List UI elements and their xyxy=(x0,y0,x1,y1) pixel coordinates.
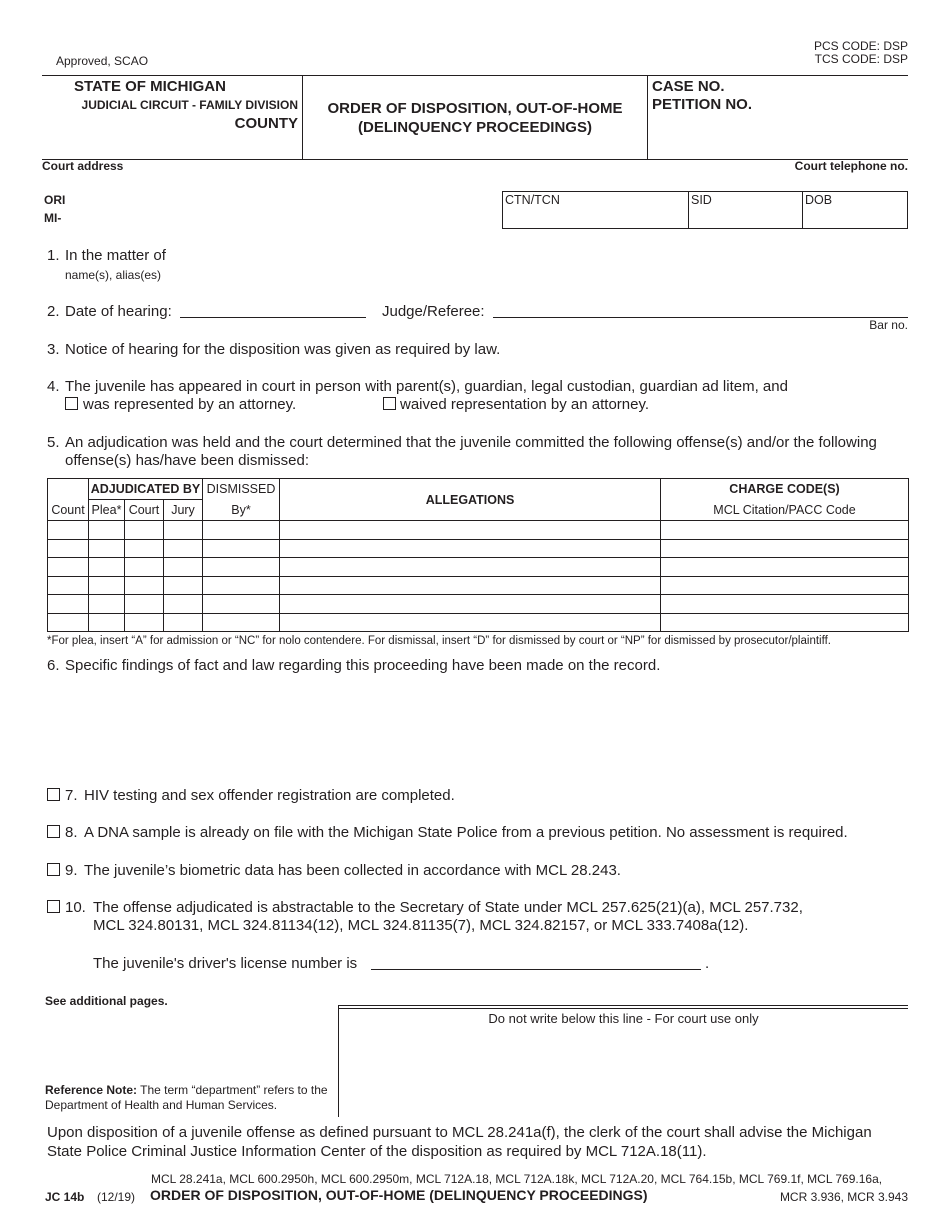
item-10-checkbox[interactable] xyxy=(47,900,60,913)
item-6-text: Specific findings of fact and law regarding this proceeding have been made on the record. xyxy=(65,657,661,674)
form-date: (12/19) xyxy=(97,1190,136,1204)
item-1-number: 1. xyxy=(47,247,60,264)
item-1-sublabel: name(s), alias(es) xyxy=(65,268,162,282)
item-7-number: 7. xyxy=(65,787,78,804)
license-number-field[interactable] xyxy=(371,969,701,970)
count-header: Count xyxy=(48,500,89,521)
title-line-2: (DELINQUENCY PROCEEDINGS) xyxy=(358,119,592,136)
clerk-notice: Upon disposition of a juvenile offense as defined pursuant to MCL 28.241a(f), the clerk of the court shall advise the Michigan State Police Criminal Justice Information Center of the disposition as required by MCL 712A.18(11). xyxy=(47,1124,872,1160)
pcs-code: PCS CODE: DSP xyxy=(813,39,908,53)
table-footnote: *For plea, insert “A” for admission or “NC” for nolo contendere. For dismissal, insert “D” for dismissed by court or “NP” for dismissed by prosecutor/plaintiff. xyxy=(47,635,831,647)
adjudicated-by-header: ADJUDICATED BY xyxy=(89,479,203,500)
sid-field[interactable]: SID xyxy=(688,191,803,229)
hearing-date-field[interactable] xyxy=(180,317,366,318)
license-label: The juvenile's driver's license number is xyxy=(93,955,358,972)
ctn-field[interactable]: CTN/TCN xyxy=(502,191,689,229)
table-row[interactable] xyxy=(48,595,909,614)
item-5-number: 5. xyxy=(47,434,60,451)
license-period: . xyxy=(705,955,710,972)
page-title xyxy=(303,99,647,137)
case-no-label: CASE NO. xyxy=(652,78,725,95)
item-10-text: The offense adjudicated is abstractable to the Secretary of State under MCL 257.625(21)(a), MCL 257.732, MCL 324.80131, MCL 324.81134(12), MCL 324.81135(7), MCL 324.82157, or MCL 333.7408a(12). xyxy=(93,899,803,934)
allegations-header: ALLEGATIONS xyxy=(280,479,661,521)
case-numbers xyxy=(652,78,752,114)
tcs-code: TCS CODE: DSP xyxy=(814,52,908,66)
represented-checkbox[interactable] xyxy=(65,397,78,410)
table-row[interactable] xyxy=(48,539,909,558)
form-codes xyxy=(814,40,908,66)
header-top-rule xyxy=(42,75,908,76)
mi-label: MI- xyxy=(44,211,62,225)
item-4-text: The juvenile has appeared in court in person with parent(s), guardian, legal custodian, guardian ad litem, and xyxy=(65,378,788,395)
approved-scao: Approved, SCAO xyxy=(56,54,149,68)
charge-codes-header: CHARGE CODE(S) xyxy=(661,479,909,500)
court-header: Court xyxy=(125,500,164,521)
item-9-number: 9. xyxy=(65,862,78,879)
header-bottom-rule xyxy=(42,159,908,160)
item-2-text: Date of hearing: xyxy=(65,303,172,320)
item-8-text: A DNA sample is already on file with the Michigan State Police from a previous petition. No assessment is required. xyxy=(84,824,848,841)
item-7-text: HIV testing and sex offender registration are completed. xyxy=(84,787,455,804)
represented-label: was represented by an attorney. xyxy=(83,396,297,413)
by-header: By* xyxy=(203,500,280,521)
court-use-rule-1 xyxy=(338,1005,908,1006)
item-9-text: The juvenile’s biometric data has been collected in accordance with MCL 28.243. xyxy=(84,862,621,879)
item-10-number: 10. xyxy=(65,899,86,916)
plea-header: Plea* xyxy=(89,500,125,521)
item-3-number: 3. xyxy=(47,341,60,358)
item-8-checkbox[interactable] xyxy=(47,825,60,838)
item-4-number: 4. xyxy=(47,378,60,395)
mcl-header: MCL Citation/PACC Code xyxy=(661,500,909,521)
ori-label: ORI xyxy=(44,193,66,207)
jury-header: Jury xyxy=(164,500,203,521)
circuit-name: JUDICIAL CIRCUIT - FAMILY DIVISION xyxy=(81,98,298,112)
dob-field[interactable]: DOB xyxy=(802,191,908,229)
court-use-label: Do not write below this line - For court use only xyxy=(488,1011,759,1026)
dismissed-header: DISMISSED xyxy=(203,479,280,500)
item-8-number: 8. xyxy=(65,824,78,841)
table-row[interactable] xyxy=(48,558,909,577)
reference-note: Reference Note: The term “department” refers to the Department of Health and Human Services. xyxy=(45,1083,328,1112)
judge-field[interactable] xyxy=(493,317,908,318)
state-name: STATE OF MICHIGAN xyxy=(74,78,226,95)
court-address-label: Court address xyxy=(42,159,124,173)
item-2-number: 2. xyxy=(47,303,60,320)
item-7-checkbox[interactable] xyxy=(47,788,60,801)
court-use-rule-2 xyxy=(338,1008,908,1009)
bar-no-label: Bar no. xyxy=(869,318,908,332)
item-6-number: 6. xyxy=(47,657,60,674)
table-row[interactable] xyxy=(48,613,909,632)
table-row[interactable] xyxy=(48,521,909,540)
title-line-1: ORDER OF DISPOSITION, OUT-OF-HOME xyxy=(327,100,623,117)
form-title: ORDER OF DISPOSITION, OUT-OF-HOME (DELINQUENCY PROCEEDINGS) xyxy=(150,1187,648,1203)
item-1-text: In the matter of xyxy=(65,247,166,264)
court-telephone-label: Court telephone no. xyxy=(794,159,908,173)
waived-checkbox[interactable] xyxy=(383,397,396,410)
offense-table xyxy=(47,478,909,632)
see-additional-pages: See additional pages. xyxy=(45,994,168,1008)
waived-label: waived representation by an attorney. xyxy=(400,396,650,413)
item-9-checkbox[interactable] xyxy=(47,863,60,876)
header-divider-right xyxy=(647,75,648,160)
judge-label: Judge/Referee: xyxy=(382,303,485,320)
petition-no-label: PETITION NO. xyxy=(652,96,753,113)
table-row[interactable] xyxy=(48,576,909,595)
mcl-references: MCL 28.241a, MCL 600.2950h, MCL 600.2950m, MCL 712A.18, MCL 712A.18k, MCL 712A.20, MCL 764.15b, MCL 769.1f, MCL 769.16a, xyxy=(151,1172,883,1186)
item-5-text: An adjudication was held and the court determined that the juvenile committed the following offense(s) and/or the following offense(s) has/have been dismissed: xyxy=(65,434,877,469)
item-3-text: Notice of hearing for the disposition was given as required by law. xyxy=(65,341,501,358)
form-id: JC 14b xyxy=(45,1190,85,1204)
mcr-references: MCR 3.936, MCR 3.943 xyxy=(779,1190,908,1204)
county-label: COUNTY xyxy=(234,115,298,132)
